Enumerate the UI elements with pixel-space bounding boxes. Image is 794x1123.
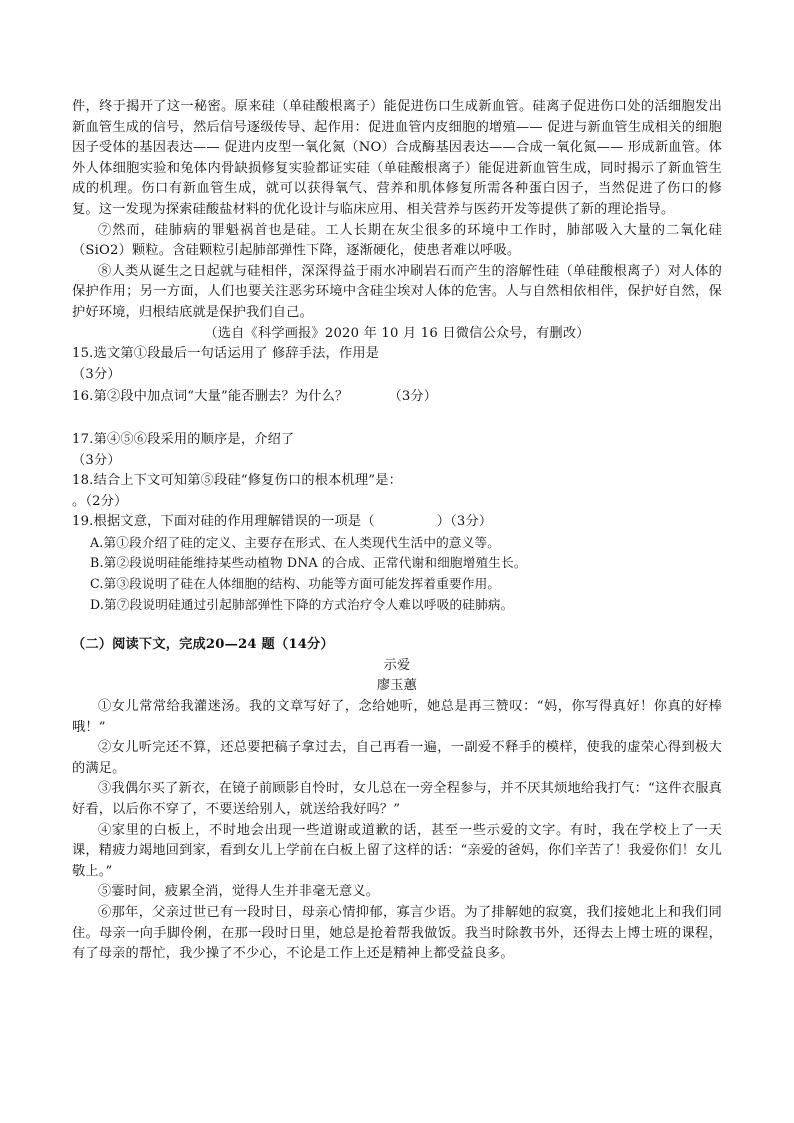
question-18: 18.结合上下文可知第⑤段硅“修复伤口的根本机理”是： (72, 473, 402, 489)
section-gap (72, 615, 722, 635)
article-title: 示爱 (383, 657, 411, 673)
article-paragraph-2: ②女儿听完还不算，还总要把稿子拿过去，自己再看一遍，一副爱不释手的模样，使我的虚荣心得到极大的满足。 (72, 740, 722, 776)
passage-source: （选自《科学画报》2020 年 10 月 16 日微信公众号，有删改） (204, 325, 590, 341)
option-d: D.第⑦段说明硅通过引起肺部弹性下降的方式治疗令人难以呼吸的硅肺病。 (90, 596, 514, 612)
passage-paragraph-8: ⑧人类从诞生之日起就与硅相伴，深深得益于雨水冲刷岩石而产生的溶解性硅（单硅酸根离子）对人体的保护作用；另一方面，人们也要关注恶劣环境中含硅尘埃对人体的危害。人与自然相依相伴，保护好自然，保护好环境，归根结底就是保护我们自己。 (72, 263, 722, 320)
article-paragraph-6: ⑥那年，父亲过世已有一段时日，母亲心情抑郁，寡言少语。为了排解她的寂寞，我们接她北上和我们同住。母亲一向手脚伶俐，在那一段时日里，她总是抢着帮我做饭。我当时除教书外，还得去上博士班的课程，有了母亲的帮忙，我少操了不少心，不论是工作上还是精神上都受益良多。 (72, 904, 722, 962)
option-a: A.第①段介绍了硅的定义、主要存在形式、在人类现代生活中的意义等。 (90, 534, 501, 550)
answer-space (72, 408, 722, 428)
question-15-score: （3分） (72, 366, 121, 382)
article-paragraph-4: ④家里的白板上，不时地会出现一些道谢或道歉的话，甚至一些示爱的文字。有时，我在学校上了一天课，精疲力竭地回到家，看到女儿上学前在白板上留了这样的话：“亲爱的爸妈，你们辛苦了！我爱你们！女儿敬上。” (72, 822, 722, 879)
article-author: 廖玉蕙 (376, 678, 418, 694)
option-c: C.第③段说明了硅在人体细胞的结构、功能等方面可能发挥着重要作用。 (90, 576, 501, 592)
document-page (72, 97, 722, 965)
article-paragraph-3: ③我偶尔买了新衣，在镜子前顾影自怜时，女儿总在一旁全程参与，并不厌其烦地给我打气：“这件衣服真好看，以后你不穿了，不要送给别人，就送给我好吗？” (72, 781, 722, 817)
article-paragraph-1: ①女儿常常给我灌迷汤。我的文章写好了，念给她听，她总是再三赞叹：“妈，你写得真好！你真的好棒哦！” (72, 699, 722, 735)
passage-paragraph-6: 件，终于揭开了这一秘密。原来硅（单硅酸根离子）能促进伤口生成新血管。硅离子促进伤口处的活细胞发出新血管生成的信号，然后信号逐级传导、起作用：促进血管内皮细胞的增殖—— 促进与新血管生成相关的细胞因子受体的基因表达—— 促进内皮型一氧化氮（NO）合成酶基因表达——合成一氧化氮—— 形成新血管。体外人体细胞实验和兔体内骨缺损修复实验都证实硅（单硅酸根离子）能促进新血管生成，同时揭示了新血管生成的机理。伤口有新血管生成，就可以获得氧气、营养和肌体修复所需各种蛋白因子，当然促进了伤口的修复。这一发现为探索硅酸盐材料的优化设计与临床应用、相关营养与医药开发等提供了新的理论指导。 (72, 99, 722, 217)
passage-paragraph-7: ⑦然而，硅肺病的罪魁祸首也是硅。工人长期在灰尘很多的环境中工作时，肺部吸入大量的二氧化硅（SiO2）颗粒。含硅颗粒引起肺部弹性下降，逐渐硬化，使患者难以呼吸。 (72, 222, 722, 259)
article-paragraph-5: ⑤霎时间，疲累全消，觉得人生并非毫无意义。 (98, 884, 380, 900)
question-16-score: （3分） (388, 389, 438, 405)
question-18-score: 。（2分） (72, 493, 128, 509)
question-19-score: ）（3分） (436, 514, 493, 530)
option-b: B.第②段说明硅能维持某些动植物 DNA 的合成、正常代谢和细胞增殖生长。 (90, 555, 527, 571)
question-16-text: 16.第②段中加点词“大量”能否删去？为什么？ (72, 389, 349, 405)
section-2-heading: （二）阅读下文，完成20—24 题（14分） (72, 637, 334, 653)
question-19-text: 19.根据文意，下面对硅的作用理解错误的一项是（ (72, 514, 375, 530)
question-19 (72, 512, 722, 533)
question-17: 17.第④⑤⑥段采用的顺序是，介绍了 (72, 431, 295, 447)
question-16 (72, 387, 722, 408)
question-15: 15.选文第①段最后一句话运用了 修辞手法，作用是 (72, 346, 380, 362)
question-17-score: （3分） (72, 452, 121, 468)
